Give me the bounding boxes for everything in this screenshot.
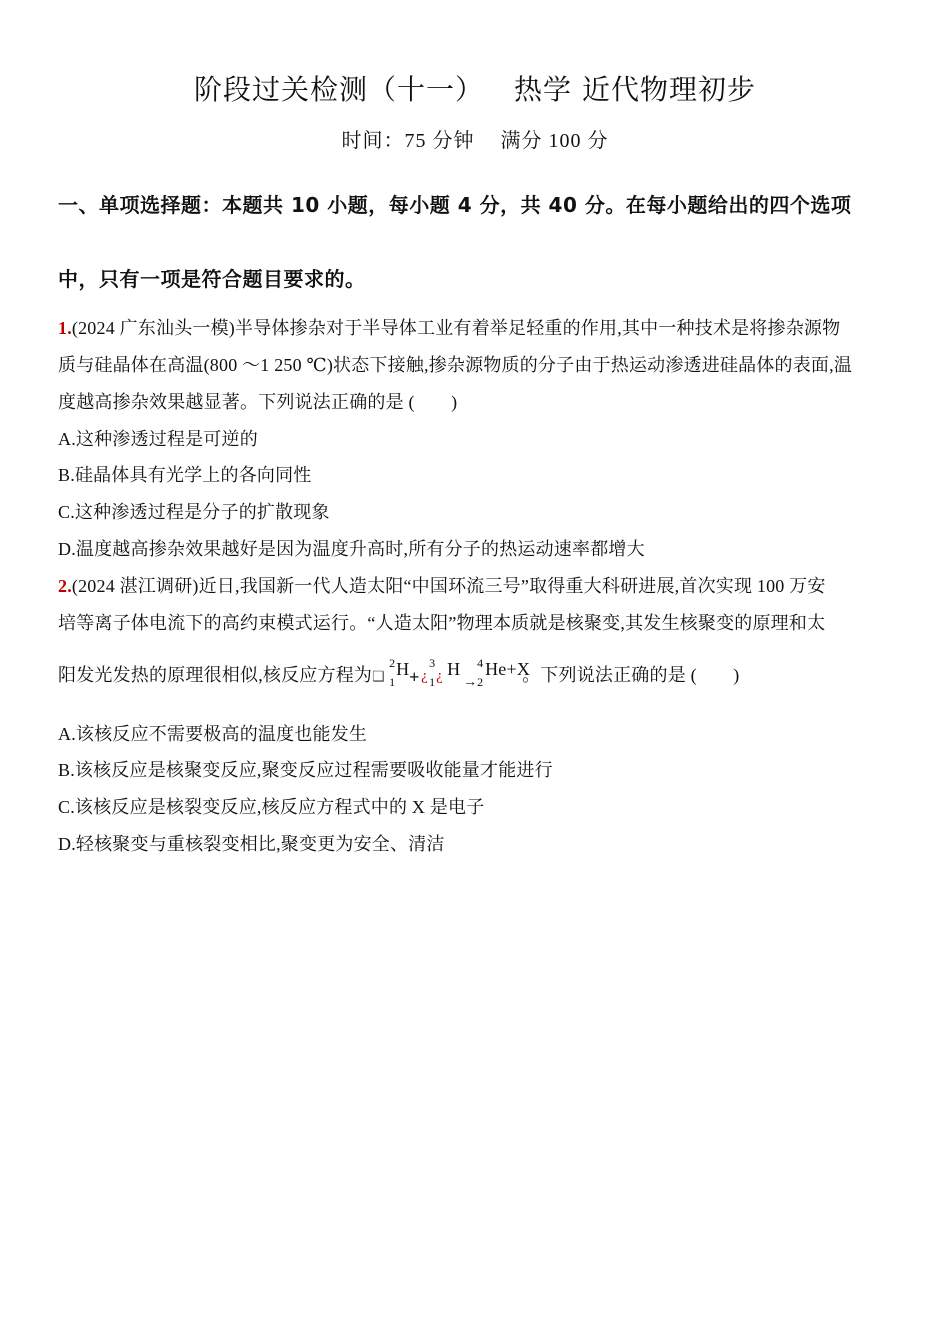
q2-stem-line3-pre: 阳发光发热的原理很相似,核反应方程为 (58, 665, 373, 685)
q2-number: 2. (58, 576, 72, 596)
h2-charge-number: 1 (389, 675, 396, 689)
placeholder-box-icon: ❑ (372, 670, 385, 685)
garbled-glyph-2: ¿ (436, 668, 443, 684)
page-title (0, 68, 950, 108)
q1-stem-line2: 质与硅晶体在高温(800 ～1 250 ℃)状态下接触,掺杂源物质的分子由于热运动渗透进硅晶体的表面,温 (58, 355, 853, 375)
section-heading-line2: 中，只有一项是符合题目要求的。 (58, 267, 366, 291)
time-label: 时间：75 分钟 (341, 130, 475, 152)
h3-symbol: H (447, 659, 461, 679)
h3-mass-number: 3 (429, 656, 436, 670)
q2-stem-line3-post: 。下列说法正确的是 ( ) (522, 665, 740, 685)
section-heading-line1: 一、单项选择题：本题共 10 小题，每小题 4 分，共 40 分。在每小题给出的四个选项 (58, 193, 852, 217)
q1-stem-line3: 度越高掺杂效果越显著。下列说法正确的是 ( ) (58, 392, 458, 412)
nuclear-reaction-equation (372, 656, 531, 690)
reaction-products: He+X (485, 659, 531, 679)
h3-charge-number: 1 (429, 675, 436, 689)
q1-number: 1. (58, 318, 72, 338)
q1-option-c: C.这种渗透过程是分子的扩散现象 (58, 502, 330, 522)
plus-sign: + (409, 667, 420, 687)
q1-option-a: A.这种渗透过程是可逆的 (58, 429, 258, 449)
title-topic: 热学 近代物理初步 (514, 73, 756, 106)
q1-option-b: B.硅晶体具有光学上的各向同性 (58, 465, 312, 485)
q2-option-a: A.该核反应不需要极高的温度也能发生 (58, 724, 368, 744)
q1-option-d: D.温度越高掺杂效果越好是因为温度升高时,所有分子的热运动速率都增大 (58, 539, 645, 559)
h2-symbol: H (396, 659, 410, 679)
he-charge-number: 2 (477, 675, 484, 689)
title-main: 阶段过关检测（十一） (194, 73, 485, 106)
q2-option-c: C.该核反应是核裂变反应,核反应方程式中的 X 是电子 (58, 797, 485, 817)
exam-info (0, 124, 950, 153)
q1-stem-line1: (2024 广东汕头一模)半导体掺杂对于半导体工业有着举足轻重的作用,其中一种技术是将掺杂源物 (71, 318, 841, 338)
q2-stem-line3 (58, 656, 894, 690)
q2-stem-line1: (2024 湛江调研)近日,我国新一代人造太阳“中国环流三号”取得重大科研进展,首次实现 100 万安 (71, 576, 826, 596)
q1-line1 (58, 314, 894, 340)
reaction-arrow: → (463, 675, 478, 690)
q2-option-d: D.轻核聚变与重核裂变相比,聚变更为安全、清洁 (58, 834, 445, 854)
he-mass-number: 4 (477, 656, 484, 670)
garbled-glyph-1: ¿ (421, 668, 428, 684)
q2-option-b: B.该核反应是核聚变反应,聚变反应过程需要吸收能量才能进行 (58, 760, 553, 780)
h2-mass-number: 2 (389, 656, 396, 670)
q2-stem-line2: 培等离子体电流下的高约束模式运行。“人造太阳”物理本质就是核聚变,其发生核聚变的原理和太 (58, 613, 826, 633)
score-label: 满分 100 分 (500, 130, 609, 152)
q2-line1 (58, 572, 894, 598)
